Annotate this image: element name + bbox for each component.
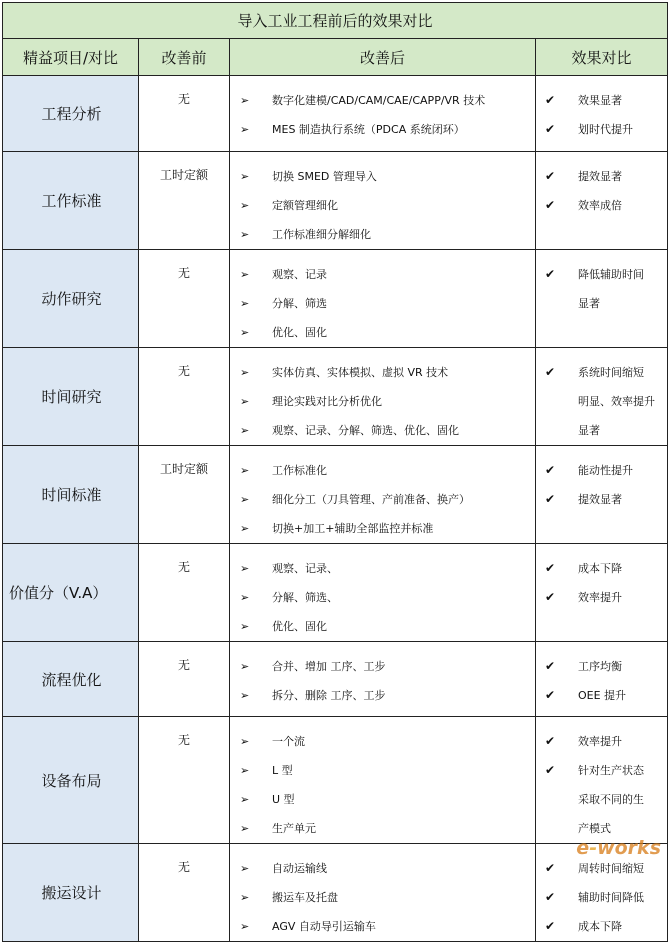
after-cell — [230, 544, 536, 642]
item-cell — [3, 717, 139, 844]
after-list-item — [230, 289, 535, 318]
after-text: MES 制造执行系统（PDCA 系统闭环） — [272, 123, 465, 136]
table-row — [3, 76, 668, 152]
effect-list-item — [536, 456, 667, 485]
effect-text: 产模式 — [578, 822, 611, 835]
checkmark-icon: ✔ — [545, 463, 556, 477]
checkmark-icon: ✔ — [545, 169, 556, 183]
effect-list-item — [536, 485, 667, 514]
after-cell — [230, 76, 536, 152]
table-row — [3, 642, 668, 717]
arrow-bullet-icon: ➢ — [240, 920, 250, 933]
after-cell — [230, 642, 536, 717]
arrow-bullet-icon: ➢ — [240, 660, 250, 673]
arrow-bullet-icon: ➢ — [240, 464, 250, 477]
checkmark-icon: ✔ — [545, 492, 556, 506]
checkmark-icon: ✔ — [545, 688, 556, 702]
after-list-item — [230, 912, 535, 941]
after-list-item — [230, 485, 535, 514]
after-list-item — [230, 162, 535, 191]
arrow-bullet-icon: ➢ — [240, 891, 250, 904]
effect-text: 能动性提升 — [578, 464, 633, 477]
after-list-item — [230, 756, 535, 785]
effect-cell — [536, 446, 668, 544]
before-cell: 无 — [139, 844, 230, 942]
effect-text: 显著 — [578, 424, 600, 437]
item-name: 设备布局 — [41, 771, 102, 790]
before-cell: 无 — [139, 544, 230, 642]
after-list-item — [230, 814, 535, 843]
after-list-item — [230, 456, 535, 485]
effect-text: 辅助时间降低 — [578, 891, 644, 904]
effect-cell — [536, 642, 668, 717]
after-list-item — [230, 681, 535, 710]
arrow-bullet-icon: ➢ — [240, 793, 250, 806]
after-list-item — [230, 652, 535, 681]
item-name: 价值分（V.A） — [9, 584, 108, 602]
effect-list-item — [536, 86, 667, 115]
after-cell — [230, 844, 536, 942]
arrow-bullet-icon: ➢ — [240, 123, 250, 136]
after-text: L 型 — [272, 764, 293, 777]
arrow-bullet-icon: ➢ — [240, 620, 250, 633]
header-row — [3, 39, 668, 76]
effect-text: 明显、效率提升 — [578, 395, 655, 408]
table-row — [3, 717, 668, 844]
after-list-item — [230, 883, 535, 912]
after-list-item — [230, 854, 535, 883]
after-text: 分解、筛选、 — [272, 591, 338, 604]
item-cell — [3, 844, 139, 942]
checkmark-icon: ✔ — [545, 861, 556, 875]
after-text: 优化、固化 — [272, 620, 327, 633]
item-name: 搬运设计 — [41, 884, 102, 902]
effect-list-item — [536, 756, 667, 785]
effect-text: OEE 提升 — [578, 689, 627, 702]
arrow-bullet-icon: ➢ — [240, 94, 250, 107]
after-list-item — [230, 387, 535, 416]
after-cell — [230, 152, 536, 250]
effect-list-item — [536, 115, 667, 144]
table-row — [3, 844, 668, 942]
after-list-item — [230, 260, 535, 289]
after-text: 搬运车及托盘 — [272, 891, 338, 904]
after-text: 切换 SMED 管理导入 — [272, 170, 377, 183]
checkmark-icon: ✔ — [545, 734, 556, 748]
before-cell: 工时定额 — [139, 446, 230, 544]
arrow-bullet-icon: ➢ — [240, 522, 250, 535]
after-list-item — [230, 220, 535, 249]
arrow-bullet-icon: ➢ — [240, 395, 250, 408]
after-text: 自动运输线 — [272, 862, 327, 875]
header-after: 改善后 — [230, 39, 536, 76]
after-text: 数字化建模/CAD/CAM/CAE/CAPP/VR 技术 — [272, 94, 486, 107]
effect-list-item — [536, 387, 667, 416]
item-name: 动作研究 — [41, 290, 102, 308]
effect-list-item — [536, 289, 667, 318]
after-text: 生产单元 — [272, 822, 316, 835]
arrow-bullet-icon: ➢ — [240, 493, 250, 506]
after-list-item — [230, 583, 535, 612]
checkmark-icon: ✔ — [545, 659, 556, 673]
checkmark-icon: ✔ — [545, 93, 556, 107]
before-cell: 无 — [139, 348, 230, 446]
effect-cell — [536, 152, 668, 250]
effect-text: 提效显著 — [578, 170, 622, 183]
effect-text: 效果显著 — [578, 94, 622, 107]
after-text: 切换+加工+辅助全部监控并标准 — [272, 522, 434, 535]
effect-list-item — [536, 554, 667, 583]
before-cell: 无 — [139, 250, 230, 348]
effect-text: 效率成倍 — [578, 199, 622, 212]
table-row — [3, 250, 668, 348]
arrow-bullet-icon: ➢ — [240, 366, 250, 379]
effect-list-item — [536, 912, 667, 941]
effect-text: 工序均衡 — [578, 660, 622, 673]
effect-cell — [536, 717, 668, 844]
arrow-bullet-icon: ➢ — [240, 735, 250, 748]
after-list-item — [230, 727, 535, 756]
effect-list-item — [536, 358, 667, 387]
item-cell — [3, 250, 139, 348]
effect-text: 针对生产状态 — [578, 764, 644, 777]
table-title: 导入工业工程前后的效果对比 — [3, 3, 668, 39]
after-text: 实体仿真、实体模拟、虚拟 VR 技术 — [272, 366, 449, 379]
arrow-bullet-icon: ➢ — [240, 228, 250, 241]
item-cell — [3, 642, 139, 717]
table-row — [3, 446, 668, 544]
effect-text: 系统时间缩短 — [578, 366, 644, 379]
effect-text: 显著 — [578, 297, 600, 310]
after-text: 细化分工（刀具管理、产前准备、换产） — [272, 493, 470, 506]
item-cell — [3, 152, 139, 250]
effect-text: 成本下降 — [578, 562, 622, 575]
effect-list-item — [536, 785, 667, 814]
arrow-bullet-icon: ➢ — [240, 822, 250, 835]
table-row — [3, 348, 668, 446]
after-text: 分解、筛选 — [272, 297, 327, 310]
effect-text: 提效显著 — [578, 493, 622, 506]
arrow-bullet-icon: ➢ — [240, 170, 250, 183]
effect-cell — [536, 348, 668, 446]
arrow-bullet-icon: ➢ — [240, 268, 250, 281]
arrow-bullet-icon: ➢ — [240, 326, 250, 339]
effect-list-item — [536, 681, 667, 710]
effect-list-item — [536, 652, 667, 681]
after-list-item — [230, 191, 535, 220]
table-row — [3, 544, 668, 642]
header-item: 精益项目/对比 — [3, 39, 139, 76]
comparison-table — [2, 2, 668, 942]
effect-list-item — [536, 260, 667, 289]
after-list-item — [230, 115, 535, 144]
after-list-item — [230, 554, 535, 583]
checkmark-icon: ✔ — [545, 763, 556, 777]
after-text: 观察、记录、分解、筛选、优化、固化 — [272, 424, 459, 437]
item-cell — [3, 446, 139, 544]
after-list-item — [230, 416, 535, 445]
after-text: 观察、记录 — [272, 268, 327, 281]
effect-cell — [536, 250, 668, 348]
after-list-item — [230, 514, 535, 543]
checkmark-icon: ✔ — [545, 590, 556, 604]
effect-list-item — [536, 583, 667, 612]
arrow-bullet-icon: ➢ — [240, 764, 250, 777]
effect-list-item — [536, 191, 667, 220]
checkmark-icon: ✔ — [545, 561, 556, 575]
after-text: 优化、固化 — [272, 326, 327, 339]
after-text: 工作标准化 — [272, 464, 327, 477]
checkmark-icon: ✔ — [545, 198, 556, 212]
arrow-bullet-icon: ➢ — [240, 562, 250, 575]
checkmark-icon: ✔ — [545, 122, 556, 136]
checkmark-icon: ✔ — [545, 919, 556, 933]
after-text: 合并、增加 工序、工步 — [272, 660, 386, 673]
arrow-bullet-icon: ➢ — [240, 591, 250, 604]
effect-text: 周转时间缩短 — [578, 862, 644, 875]
item-name: 工程分析 — [41, 105, 102, 123]
arrow-bullet-icon: ➢ — [240, 424, 250, 437]
effect-text: 划时代提升 — [578, 123, 633, 136]
after-text: 观察、记录、 — [272, 562, 338, 575]
after-text: U 型 — [272, 793, 295, 806]
effect-list-item — [536, 416, 667, 445]
after-list-item — [230, 86, 535, 115]
watermark-logo: e-works — [576, 837, 661, 859]
document-page — [0, 2, 669, 933]
effect-list-item — [536, 162, 667, 191]
before-cell: 无 — [139, 717, 230, 844]
item-cell — [3, 348, 139, 446]
after-text: AGV 自动导引运输车 — [272, 920, 376, 933]
effect-text: 降低辅助时间 — [578, 268, 644, 281]
effect-list-item — [536, 727, 667, 756]
item-cell — [3, 76, 139, 152]
after-list-item — [230, 318, 535, 347]
after-text: 工作标准细分解细化 — [272, 228, 371, 241]
arrow-bullet-icon: ➢ — [240, 862, 250, 875]
item-name: 流程优化 — [41, 670, 102, 689]
arrow-bullet-icon: ➢ — [240, 689, 250, 702]
effect-text: 效率提升 — [578, 735, 622, 748]
effect-cell — [536, 544, 668, 642]
after-list-item — [230, 612, 535, 641]
arrow-bullet-icon: ➢ — [240, 199, 250, 212]
effect-text: 效率提升 — [578, 591, 622, 604]
checkmark-icon: ✔ — [545, 267, 556, 281]
after-cell — [230, 717, 536, 844]
after-cell — [230, 348, 536, 446]
after-text: 理论实践对比分析优化 — [272, 395, 382, 408]
after-list-item — [230, 785, 535, 814]
after-cell — [230, 250, 536, 348]
after-text: 定额管理细化 — [272, 199, 338, 212]
effect-text: 采取不同的生 — [578, 793, 644, 806]
effect-cell — [536, 76, 668, 152]
effect-text: 成本下降 — [578, 920, 622, 933]
arrow-bullet-icon: ➢ — [240, 297, 250, 310]
item-name: 时间标准 — [41, 486, 102, 504]
header-before: 改善前 — [139, 39, 230, 76]
after-text: 拆分、删除 工序、工步 — [272, 689, 386, 702]
effect-list-item — [536, 883, 667, 912]
before-cell: 工时定额 — [139, 152, 230, 250]
checkmark-icon: ✔ — [545, 890, 556, 904]
before-cell: 无 — [139, 76, 230, 152]
item-name: 时间研究 — [41, 388, 102, 406]
after-list-item — [230, 358, 535, 387]
checkmark-icon: ✔ — [545, 365, 556, 379]
item-cell — [3, 544, 139, 642]
header-effect: 效果对比 — [536, 39, 668, 76]
after-text: 一个流 — [272, 735, 305, 748]
table-row — [3, 152, 668, 250]
after-cell — [230, 446, 536, 544]
item-name: 工作标准 — [41, 192, 102, 210]
before-cell: 无 — [139, 642, 230, 717]
